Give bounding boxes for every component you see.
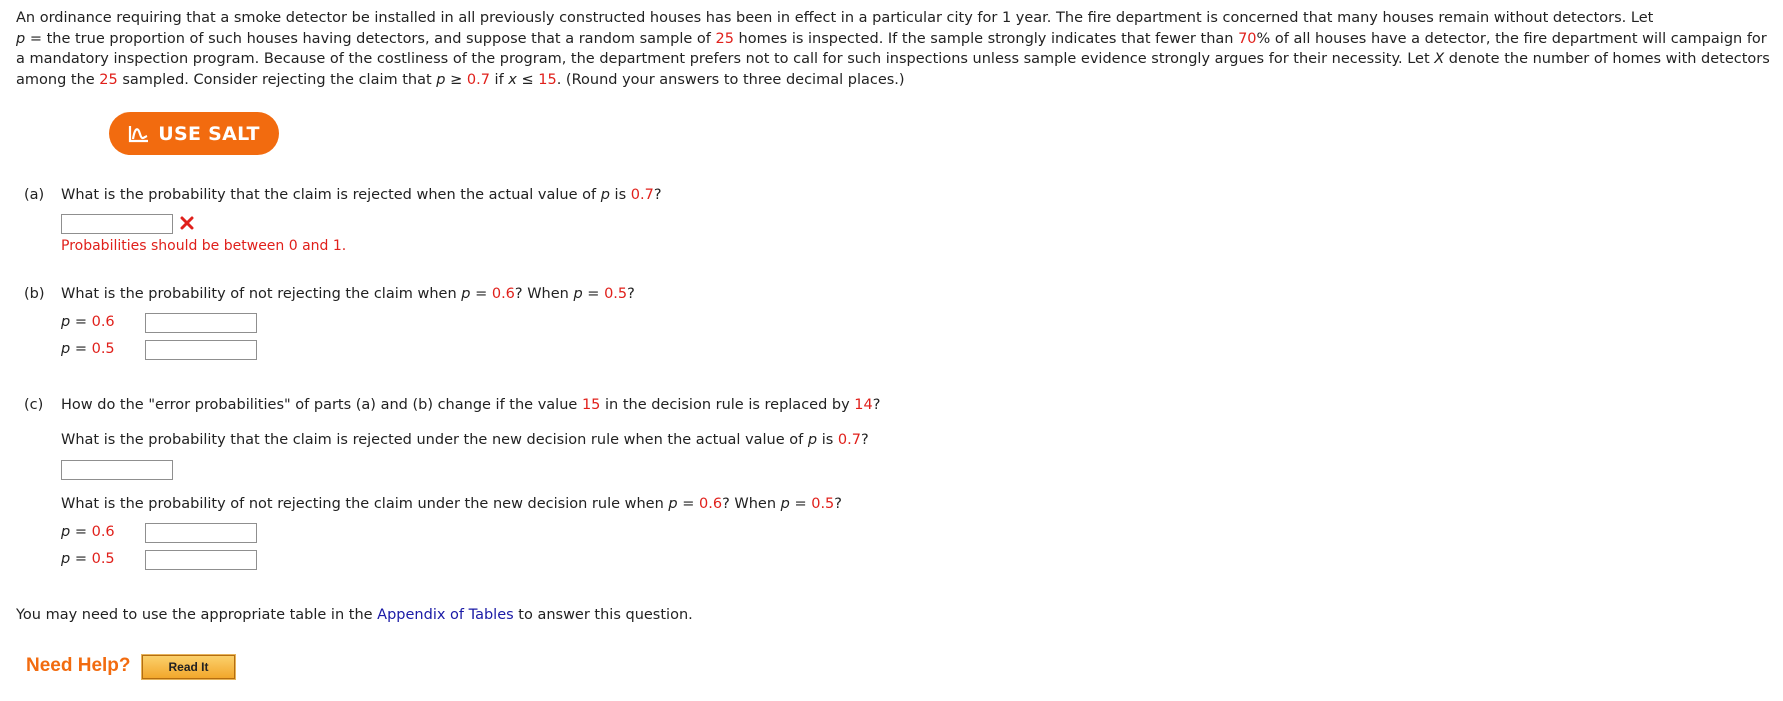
question-text: = (582, 286, 605, 302)
threshold-percent: 70 (1238, 30, 1257, 47)
p-value: 0.6 (91, 524, 115, 540)
equals: = (70, 524, 92, 540)
var-p: p (461, 286, 471, 302)
part-c-sub2-question (61, 496, 842, 512)
intro-text: ≥ (445, 71, 467, 88)
var-x: x (508, 71, 517, 88)
var-p: p (807, 432, 818, 448)
question-text: What is the probability that the claim is rejected under the new decision rule when the actual value of (61, 432, 808, 448)
equals: = (70, 341, 92, 357)
var-p: p (436, 71, 446, 88)
question-text: ? (653, 187, 662, 203)
intro-text: ≤ (516, 71, 539, 88)
use-salt-label: USE SALT (158, 122, 260, 145)
error-message: Probabilities should be between 0 and 1. (61, 238, 347, 254)
cutoff-value: 15 (538, 71, 557, 88)
read-it-button[interactable]: Read It (142, 655, 235, 679)
null-value: 0.7 (466, 71, 490, 88)
salt-chart-icon (128, 124, 150, 144)
p-value: 0.6 (491, 286, 515, 302)
sample-size: 25 (99, 71, 118, 88)
answer-b1-input[interactable] (145, 313, 257, 333)
appendix-note (16, 607, 693, 623)
equals: = (70, 314, 92, 330)
var-p: p (61, 314, 71, 330)
part-b-question (24, 286, 635, 302)
equals: = (70, 551, 92, 567)
answer-row-label (61, 341, 115, 357)
var-p: p (600, 187, 610, 203)
intro-text: if (489, 71, 509, 88)
answer-c1-input[interactable] (61, 460, 173, 480)
intro-text: homes is inspected. If the sample strongly indicates that fewer than (733, 30, 1239, 47)
question-text: = (789, 496, 812, 512)
intro-text: % of all houses have a detector, the fire department will campaign for a mandatory inspection program. Because of the costliness of the program, the department prefers not to call for such inspections unless sample evidence strongly argues for their necessity. Let (16, 30, 1767, 68)
question-text: ? (627, 286, 635, 302)
need-help-label: Need Help? (26, 655, 131, 676)
p-value: 0.5 (811, 496, 835, 512)
problem-statement (16, 8, 1771, 90)
p-value: 0.6 (699, 496, 723, 512)
question-text: ? (834, 496, 842, 512)
intro-text: denote the number of homes with detectors among the (16, 51, 1770, 88)
intro-text: sampled. Consider rejecting the claim that (117, 71, 437, 88)
old-cutoff: 15 (581, 397, 601, 413)
part-label: (c) (24, 397, 44, 413)
var-p: p (61, 524, 71, 540)
part-c-sub1-question (61, 432, 869, 448)
error-x-icon (180, 216, 194, 230)
part-label: (b) (24, 286, 45, 302)
var-p: p (16, 30, 26, 47)
question-text: in the decision rule is replaced by (600, 397, 855, 413)
p-value: 0.6 (91, 314, 115, 330)
new-cutoff: 14 (854, 397, 873, 413)
part-label: (a) (24, 187, 45, 203)
p-value: 0.5 (91, 341, 115, 357)
question-text: is (817, 432, 838, 448)
question-text: What is the probability that the claim is rejected when the actual value of (61, 187, 601, 203)
question-text: = (677, 496, 699, 512)
answer-a-input[interactable] (61, 214, 173, 234)
part-a-question (24, 187, 662, 203)
sample-size: 25 (715, 30, 734, 47)
question-text: ? (872, 397, 881, 413)
use-salt-button[interactable] (109, 112, 279, 155)
p-value: 0.5 (604, 286, 628, 302)
question-text: ? When (514, 286, 574, 302)
var-X: X (1434, 51, 1445, 68)
answer-row-label (61, 314, 115, 330)
answer-row-label (61, 551, 115, 567)
note-text: You may need to use the appropriate table in the (16, 607, 378, 623)
p-value: 0.7 (837, 432, 861, 448)
var-p: p (61, 341, 71, 357)
answer-c2-input[interactable] (145, 523, 257, 543)
question-text: = (470, 286, 492, 302)
intro-text: = the true proportion of such houses having detectors, and suppose that a random sample of (25, 30, 716, 47)
question-text: ? (860, 432, 869, 448)
var-p: p (780, 496, 790, 512)
answer-c3-input[interactable] (145, 550, 257, 570)
p-value: 0.5 (91, 551, 115, 567)
part-c-question (24, 397, 880, 413)
question-text: What is the probability of not rejecting the claim when (61, 286, 462, 302)
question-text: What is the probability of not rejecting the claim under the new decision rule when (61, 496, 669, 512)
var-p: p (668, 496, 678, 512)
question-text: ? When (722, 496, 781, 512)
intro-text: An ordinance requiring that a smoke detector be installed in all previously constructed houses has been in effect in a particular city for 1 year. The fire department is concerned that many houses remain without detectors. Let (16, 10, 1654, 26)
question-text: How do the "error probabilities" of parts (a) and (b) change if the value (61, 397, 582, 413)
p-value: 0.7 (630, 187, 654, 203)
var-p: p (573, 286, 583, 302)
question-text: is (609, 187, 631, 203)
note-text: to answer this question. (513, 607, 693, 623)
answer-b2-input[interactable] (145, 340, 257, 360)
answer-row-label (61, 524, 115, 540)
var-p: p (61, 551, 71, 567)
intro-text: . (Round your answers to three decimal places.) (556, 71, 905, 88)
appendix-link[interactable]: Appendix of Tables (377, 607, 514, 623)
